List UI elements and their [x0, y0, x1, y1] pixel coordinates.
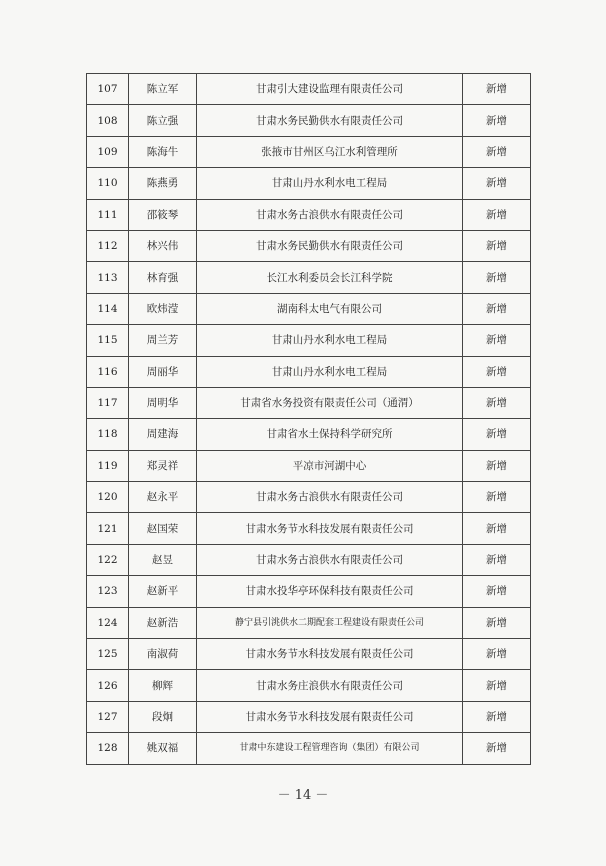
table-row: [87, 701, 531, 732]
row-number: 117: [87, 387, 129, 418]
person-name: 姚双福: [129, 733, 197, 764]
organization: 甘肃引大建设监理有限责任公司: [197, 74, 463, 105]
row-number: 115: [87, 325, 129, 356]
organization: 甘肃水务节水科技发展有限责任公司: [197, 701, 463, 732]
table-row: [87, 387, 531, 418]
person-name: 陈立强: [129, 105, 197, 136]
row-number: 123: [87, 576, 129, 607]
row-number: 127: [87, 701, 129, 732]
row-number: 113: [87, 262, 129, 293]
person-name: 柳辉: [129, 670, 197, 701]
person-name: 周明华: [129, 387, 197, 418]
change-type: 新增: [463, 262, 531, 293]
person-name: 林育强: [129, 262, 197, 293]
change-type: 新增: [463, 544, 531, 575]
row-number: 118: [87, 419, 129, 450]
change-type: 新增: [463, 733, 531, 764]
personnel-table: [86, 73, 531, 765]
person-name: 周丽华: [129, 356, 197, 387]
change-type: 新增: [463, 199, 531, 230]
row-number: 120: [87, 482, 129, 513]
person-name: 欧炜滢: [129, 293, 197, 324]
row-number: 122: [87, 544, 129, 575]
row-number: 126: [87, 670, 129, 701]
table-row: [87, 639, 531, 670]
change-type: 新增: [463, 419, 531, 450]
table-row: [87, 482, 531, 513]
person-name: 赵昱: [129, 544, 197, 575]
person-name: 南淑荷: [129, 639, 197, 670]
change-type: 新增: [463, 356, 531, 387]
organization: 静宁县引洮供水二期配套工程建设有限责任公司: [197, 607, 463, 638]
organization: 甘肃山丹水利水电工程局: [197, 356, 463, 387]
row-number: 125: [87, 639, 129, 670]
table-row: [87, 670, 531, 701]
person-name: 赵永平: [129, 482, 197, 513]
organization: 甘肃省水务投资有限责任公司（通渭）: [197, 387, 463, 418]
table-row: [87, 607, 531, 638]
organization: 甘肃山丹水利水电工程局: [197, 168, 463, 199]
table-row: [87, 733, 531, 764]
person-name: 郑灵祥: [129, 450, 197, 481]
organization: 甘肃中东建设工程管理咨询（集团）有限公司: [197, 733, 463, 764]
organization: 湖南科太电气有限公司: [197, 293, 463, 324]
table-row: [87, 199, 531, 230]
row-number: 111: [87, 199, 129, 230]
organization: 甘肃省水土保持科学研究所: [197, 419, 463, 450]
table-row: [87, 356, 531, 387]
person-name: 林兴伟: [129, 230, 197, 261]
organization: 甘肃水投华亭环保科技有限责任公司: [197, 576, 463, 607]
table-row: [87, 544, 531, 575]
table-row: [87, 450, 531, 481]
row-number: 112: [87, 230, 129, 261]
organization: 甘肃水务庄浪供水有限责任公司: [197, 670, 463, 701]
table-row: [87, 105, 531, 136]
change-type: 新增: [463, 576, 531, 607]
organization: 张掖市甘州区乌江水利管理所: [197, 136, 463, 167]
table-row: [87, 293, 531, 324]
change-type: 新增: [463, 450, 531, 481]
row-number: 121: [87, 513, 129, 544]
change-type: 新增: [463, 482, 531, 513]
change-type: 新增: [463, 701, 531, 732]
organization: 甘肃山丹水利水电工程局: [197, 325, 463, 356]
change-type: 新增: [463, 230, 531, 261]
person-name: 陈立军: [129, 74, 197, 105]
page-number: － 14 －: [277, 788, 329, 803]
change-type: 新增: [463, 74, 531, 105]
table-row: [87, 419, 531, 450]
change-type: 新增: [463, 513, 531, 544]
row-number: 107: [87, 74, 129, 105]
table-row: [87, 325, 531, 356]
organization: 甘肃水务民勤供水有限责任公司: [197, 230, 463, 261]
table-row: [87, 576, 531, 607]
row-number: 108: [87, 105, 129, 136]
row-number: 110: [87, 168, 129, 199]
table-row: [87, 262, 531, 293]
table-row: [87, 230, 531, 261]
table-row: [87, 74, 531, 105]
organization: 甘肃水务节水科技发展有限责任公司: [197, 513, 463, 544]
person-name: 陈燕勇: [129, 168, 197, 199]
row-number: 116: [87, 356, 129, 387]
row-number: 128: [87, 733, 129, 764]
table-row: [87, 136, 531, 167]
row-number: 114: [87, 293, 129, 324]
organization: 甘肃水务节水科技发展有限责任公司: [197, 639, 463, 670]
organization: 平凉市河湖中心: [197, 450, 463, 481]
row-number: 119: [87, 450, 129, 481]
change-type: 新增: [463, 293, 531, 324]
change-type: 新增: [463, 325, 531, 356]
organization: 甘肃水务民勤供水有限责任公司: [197, 105, 463, 136]
person-name: 赵新浩: [129, 607, 197, 638]
change-type: 新增: [463, 670, 531, 701]
person-name: 周兰芳: [129, 325, 197, 356]
organization: 长江水利委员会长江科学院: [197, 262, 463, 293]
table-row: [87, 168, 531, 199]
table-row: [87, 513, 531, 544]
change-type: 新增: [463, 639, 531, 670]
organization: 甘肃水务古浪供水有限责任公司: [197, 544, 463, 575]
person-name: 陈海牛: [129, 136, 197, 167]
change-type: 新增: [463, 105, 531, 136]
change-type: 新增: [463, 607, 531, 638]
person-name: 段炯: [129, 701, 197, 732]
organization: 甘肃水务古浪供水有限责任公司: [197, 199, 463, 230]
person-name: 赵新平: [129, 576, 197, 607]
table-body: [87, 74, 531, 765]
person-name: 周建海: [129, 419, 197, 450]
change-type: 新增: [463, 387, 531, 418]
change-type: 新增: [463, 136, 531, 167]
organization: 甘肃水务古浪供水有限责任公司: [197, 482, 463, 513]
row-number: 124: [87, 607, 129, 638]
change-type: 新增: [463, 168, 531, 199]
row-number: 109: [87, 136, 129, 167]
person-name: 邵筱琴: [129, 199, 197, 230]
person-name: 赵国荣: [129, 513, 197, 544]
